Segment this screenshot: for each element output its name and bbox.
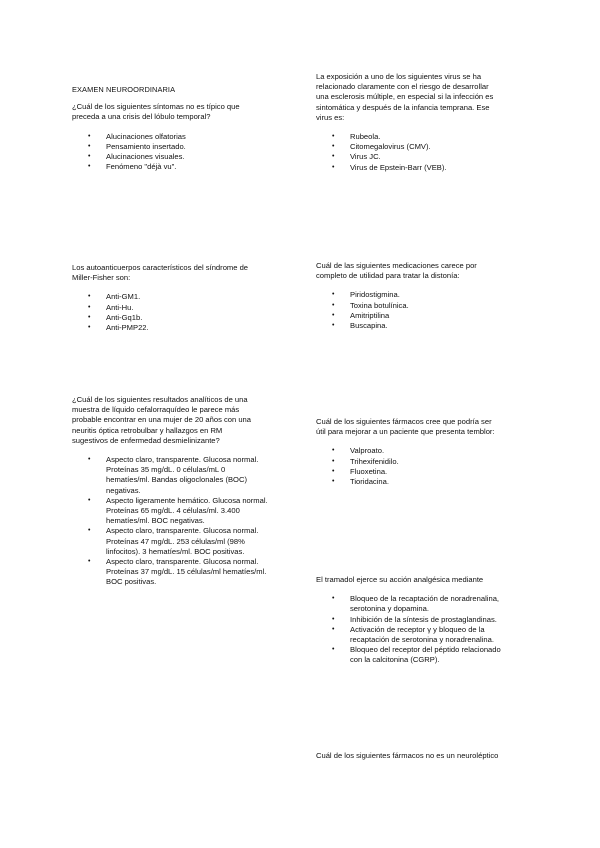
question-7 (316, 575, 541, 666)
option-item: • Aspecto claro, transparente. Glucosa normal. Proteínas 47 mg/dL. 253 células/ml (98% linfocitos). 3 hematíes/ml. BOC positivas. (88, 526, 290, 557)
option-item: • Fluoxetina. (332, 467, 541, 477)
option-item: • Citomegalovirus (CMV). (332, 142, 541, 152)
option-item: • Rubeola. (332, 132, 541, 142)
question-prompt: Cuál de los siguientes fármacos no es un neuroléptico (316, 751, 499, 760)
option-list (72, 455, 290, 588)
option-item: • Anti-Hu. (88, 303, 287, 313)
option-item: • Piridostigmina. (332, 290, 541, 300)
option-item: • Alucinaciones olfatorias (88, 132, 287, 142)
option-item: • Toxina botulínica. (332, 301, 541, 311)
question-prompt: Los autoanticuerpos característicos del síndrome de Miller-Fisher son: (72, 263, 249, 283)
option-list (316, 446, 541, 487)
exam-title: EXAMEN NEUROORDINARIA (72, 85, 176, 94)
option-list (72, 292, 287, 333)
option-item: • Aspecto ligeramente hemático. Glucosa normal. Proteínas 65 mg/dL. 4 células/ml. 3.400 hematíes/ml. BOC negativas. (88, 496, 290, 527)
option-list (316, 290, 541, 331)
option-item: • Anti-Gq1b. (88, 313, 287, 323)
option-item: • Virus de Epstein-Barr (VEB). (332, 163, 541, 173)
option-item: • Tioridacina. (332, 477, 541, 487)
question-2 (316, 72, 541, 173)
question-4 (316, 261, 541, 331)
question-8 (316, 751, 546, 770)
option-item: • Virus JC. (332, 152, 541, 162)
option-item: • Alucinaciones visuales. (88, 152, 287, 162)
option-item: • Valproato. (332, 446, 541, 456)
option-list (72, 132, 287, 173)
question-prompt: ¿Cuál de los siguientes síntomas no es típico que preceda a una crisis del lóbulo temporal? (72, 102, 240, 122)
option-item: • Activación de receptor γ y bloqueo de la recaptación de serotonina y noradrenalina. (332, 625, 541, 645)
question-prompt: Cuál de las siguientes medicaciones carece por completo de utilidad para tratar la distonía: (316, 261, 477, 281)
option-item: • Trihexifenidilo. (332, 457, 541, 467)
option-item: • Pensamiento insertado. (88, 142, 287, 152)
question-prompt: Cuál de los siguientes fármacos cree que podría ser útil para mejorar a un paciente que presenta temblor: (316, 417, 495, 437)
option-item: • Bloqueo de la recaptación de noradrenalina, serotonina y dopamina. (332, 594, 541, 614)
question-prompt: El tramadol ejerce su acción analgésica mediante (316, 575, 484, 584)
question-1 (72, 85, 287, 172)
option-item: • Aspecto claro, transparente. Glucosa normal. Proteínas 35 mg/dL. 0 células/mL 0 hematíes/ml. Bandas oligoclonales (BOC) negativas. (88, 455, 290, 496)
option-item: • Inhibición de la síntesis de prostaglandinas. (332, 615, 541, 625)
question-6 (316, 417, 541, 487)
question-prompt: ¿Cuál de los siguientes resultados analíticos de una muestra de líquido cefalorraquídeo le parece más probable encontrar en una mujer de 20 años con una neuritis óptica retrobulbar y hallazgos en RM sugestivos de enfermedad desmielinizante? (72, 395, 252, 445)
question-prompt: La exposición a uno de los siguientes virus se ha relacionado claramente con el riesgo de desarrollar una esclerosis múltiple, en especial si la infección es sintomática y después de la infancia temprana. Ese virus es: (316, 72, 494, 122)
option-item: • Buscapina. (332, 321, 541, 331)
option-item: • Bloqueo del receptor del péptido relacionado con la calcitonina (CGRP). (332, 645, 541, 665)
option-item: • Aspecto claro, transparente. Glucosa normal. Proteínas 37 mg/dL. 15 células/ml hematíes/ml. BOC positivas. (88, 557, 290, 588)
option-list (316, 594, 541, 665)
option-item: • Anti-PMP22. (88, 323, 287, 333)
option-item: • Amitriptilina (332, 311, 541, 321)
option-list (316, 132, 541, 173)
question-3 (72, 263, 287, 333)
question-5 (72, 395, 290, 588)
option-item: • Anti-GM1. (88, 292, 287, 302)
option-item: • Fenómeno "déjà vu". (88, 162, 287, 172)
